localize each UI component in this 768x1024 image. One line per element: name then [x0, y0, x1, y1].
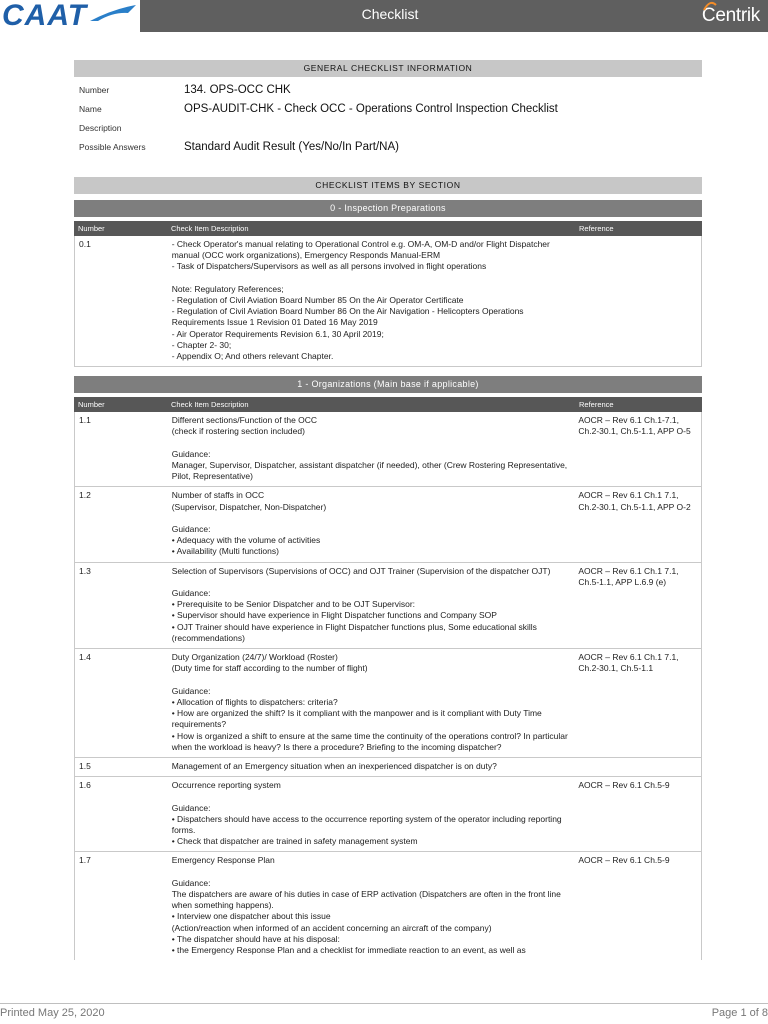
info-label: Name	[79, 103, 102, 114]
section-items	[74, 412, 702, 960]
caat-logo-text: CAAT	[2, 0, 88, 32]
item-reference: AOCR – Rev 6.1 Ch.5-9	[578, 780, 670, 791]
column-header	[74, 221, 702, 236]
general-info-table	[74, 80, 702, 156]
col-number: Number	[78, 224, 105, 233]
checklist-item	[75, 649, 701, 758]
checklist-item	[75, 758, 701, 777]
items-by-section-heading: CHECKLIST ITEMS BY SECTION	[74, 177, 702, 194]
centrik-logo-text: Centrik	[701, 5, 760, 26]
info-value: OPS-AUDIT-CHK - Check OCC - Operations Control Inspection Checklist	[184, 102, 558, 115]
item-reference: AOCR – Rev 6.1 Ch.5-9	[578, 855, 670, 866]
checklist-item	[75, 412, 701, 487]
item-number: 1.1	[79, 415, 91, 426]
item-description: Occurrence reporting system Guidance: • Dispatchers should have access to the occurrence reporting system of the operator including reporting forms. • Check that dispatcher are trained in safety management system	[171, 780, 562, 847]
item-reference: AOCR – Rev 6.1 Ch.1 7.1, Ch.2-30.1, Ch.5-1.1, APP O-2	[578, 490, 691, 512]
printed-date: Printed May 25, 2020	[0, 1007, 105, 1019]
centrik-logo	[702, 2, 760, 30]
item-number: 1.3	[79, 565, 91, 576]
item-reference	[574, 236, 701, 366]
item-description: - Check Operator's manual relating to Operational Control e.g. OM-A, OM-D and/or Flight Dispatcher manual (OCC work organizations), Emergency Responds Manual-ERM - Task of Dispatchers/Supervisors as well as all persons involved in flight operations Note: Regulatory References; - Regulation of Civil Aviation Board Number 85 On the Air Operator Certificate - Regulation of Civil Aviation Board Number 86 On the Air Navigation - Helicopters Operations Requirements Issue 1 Revision 01 Dated 16 May 2019 - Air Operator Requirements Revision 6.1, 30 April 2019; - Chapter 2- 30; - Appendix O; And others relevant Chapter.	[171, 239, 550, 362]
col-reference: Reference	[579, 400, 614, 410]
info-value: 134. OPS-OCC CHK	[184, 83, 291, 96]
item-description: Number of staffs in OCC (Supervisor, Dispatcher, Non-Dispatcher) Guidance: • Adequacy with the volume of activities • Availability (Multi functions)	[171, 490, 327, 557]
checklist-item	[75, 777, 701, 852]
item-description: Different sections/Function of the OCC (check if rostering section included) Guidance: Manager, Supervisor, Dispatcher, assistant dispatcher (if needed), other (Crew Rostering Representative, Pilot, Representative)	[171, 415, 568, 482]
info-value	[179, 118, 702, 137]
page-number: Page 1 of 8	[711, 1007, 768, 1019]
info-label: Number	[79, 84, 110, 95]
item-description: Emergency Response Plan Guidance: The dispatchers are aware of his duties in case of ERP activation (Dispatchers are often in the front line when something happens). • Interview one dispatcher about this issue (Action/reaction when informed of an accident concerning an aircraft of the company) • The dispatcher should have at his disposal: • the Emergency Response Plan and a checklist for immediate reaction to an event, as well as	[171, 855, 561, 955]
section-items	[74, 236, 702, 367]
item-reference: AOCR – Rev 6.1 Ch.1 7.1, Ch.5-1.1, APP L.6.9 (e)	[578, 565, 679, 587]
page-title: Checklist	[361, 6, 419, 22]
page-header	[0, 0, 768, 32]
general-info-heading: GENERAL CHECKLIST INFORMATION	[74, 60, 702, 77]
item-number: 1.7	[79, 855, 91, 866]
col-description: Check Item Description	[171, 224, 249, 233]
checklist-item	[75, 852, 701, 960]
item-reference: AOCR – Rev 6.1 Ch.1-7.1, Ch.2-30.1, Ch.5-1.1, APP O-5	[578, 415, 691, 437]
info-value: Standard Audit Result (Yes/No/In Part/NA)	[184, 140, 399, 153]
item-description: Duty Organization (24/7)/ Workload (Roster) (Duty time for staff according to the number of flight) Guidance: • Allocation of flights to dispatchers: criteria? • How are organized the shift? Is it compliant with the manpower and is it compliant with Duty Time requirements? • How is organized a shift to ensure at the same time the continuity of the operations control? In particular when the workload is heavy? Is there a procedure? Briefing to the incoming dispatcher?	[171, 652, 568, 752]
info-label: Possible Answers	[79, 141, 146, 152]
column-header	[74, 397, 702, 412]
item-number: 1.5	[79, 760, 91, 771]
checklist-content	[74, 60, 702, 960]
checklist-item	[75, 487, 701, 562]
checklist-item	[75, 563, 701, 649]
item-number: 1.4	[79, 652, 91, 663]
checklist-item	[75, 236, 701, 367]
item-reference: AOCR – Rev 6.1 Ch.1 7.1, Ch.2-30.1, Ch.5-1.1	[578, 652, 679, 674]
info-row-possible-answers	[74, 137, 702, 156]
col-description: Check Item Description	[171, 400, 249, 410]
caat-swoosh-icon	[88, 3, 138, 23]
item-number: 1.6	[79, 780, 91, 791]
info-row-number	[74, 80, 702, 99]
section-title: 0 - Inspection Preparations	[74, 200, 702, 217]
section-title: 1 - Organizations (Main base if applicable)	[74, 376, 702, 393]
col-reference: Reference	[579, 224, 614, 233]
page-footer	[0, 1003, 768, 1024]
item-description: Selection of Supervisors (Supervisions of OCC) and OJT Trainer (Supervision of the dispatcher OJT) Guidance: • Prerequisite to be Senior Dispatcher and to be OJT Supervisor: • Supervisor should have experience in Flight Dispatcher functions and Company SOP • OJT Trainer should have experience in Flight Dispatcher functions plus, Some educational skills (recommendations)	[171, 565, 551, 643]
item-number: 1.2	[79, 490, 91, 501]
info-row-name	[74, 99, 702, 118]
item-reference	[574, 758, 701, 776]
col-number: Number	[78, 400, 105, 410]
item-description: Management of an Emergency situation when an inexperienced dispatcher is on duty?	[171, 760, 497, 771]
info-label: Description	[79, 122, 122, 133]
item-number: 0.1	[79, 239, 91, 249]
caat-logo	[0, 0, 140, 32]
info-row-description	[74, 118, 702, 137]
centrik-arc-icon	[703, 1, 717, 11]
